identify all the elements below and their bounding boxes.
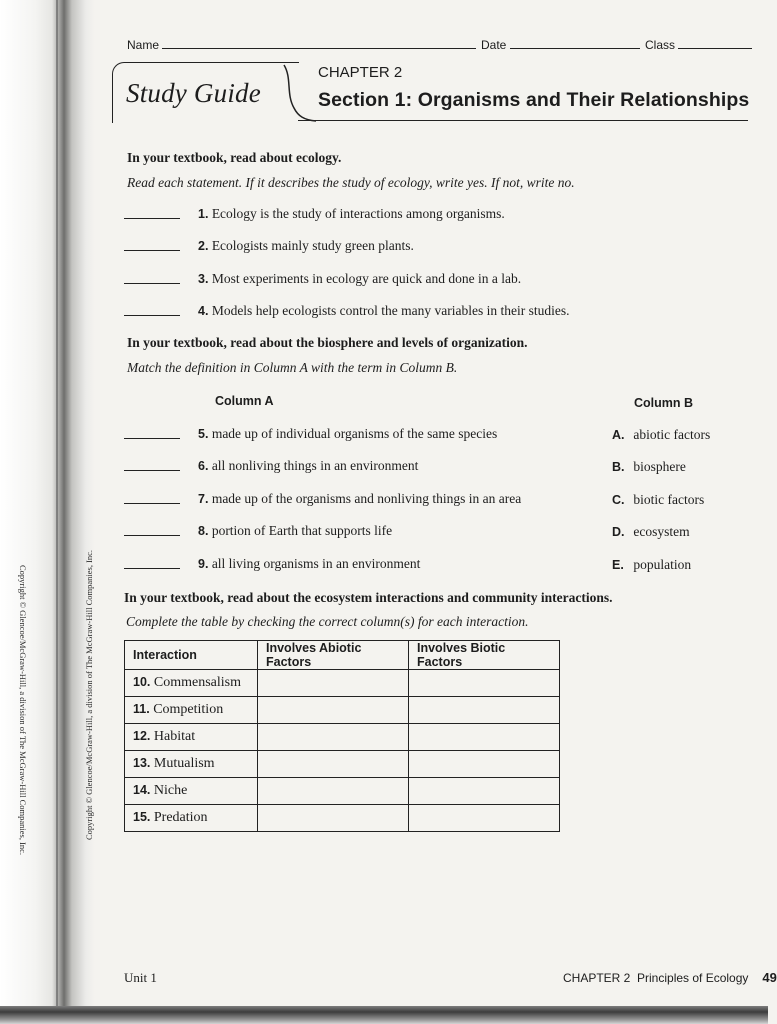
definition-text: all living organisms in an environment	[211, 556, 421, 571]
statement-text: Models help ecologists control the many variables in their studies.	[211, 303, 570, 318]
term-letter: D.	[612, 525, 625, 539]
statement-text: Ecology is the study of interactions among organisms.	[211, 206, 505, 221]
interaction-cell	[125, 724, 258, 751]
item-number: 6.	[198, 459, 209, 473]
abiotic-check-cell[interactable]	[258, 751, 409, 778]
interaction-name: Niche	[153, 783, 188, 798]
page-number: 49	[762, 970, 777, 985]
table-header-row	[125, 641, 560, 670]
part2-instruction: Match the definition in Column A with the term in Column B.	[127, 360, 458, 375]
biotic-check-cell[interactable]	[409, 697, 560, 724]
biotic-check-cell[interactable]	[409, 670, 560, 697]
term-text: population	[633, 557, 692, 572]
item-number: 8.	[198, 524, 209, 538]
statement-text: Ecologists mainly study green plants.	[211, 238, 414, 253]
interaction-name: Commensalism	[153, 675, 242, 690]
interaction-name: Predation	[153, 810, 208, 825]
abiotic-check-cell[interactable]	[258, 670, 409, 697]
abiotic-check-cell[interactable]	[258, 697, 409, 724]
term-text: abiotic factors	[633, 427, 711, 442]
table-row	[125, 778, 560, 805]
term-letter: C.	[612, 493, 625, 507]
chapter-label: CHAPTER 2	[318, 64, 403, 81]
row-number: 13.	[133, 756, 151, 770]
binding-line	[56, 0, 58, 1024]
section-title: Section 1: Organisms and Their Relationships	[318, 89, 750, 111]
part1-heading: In your textbook, read about ecology.	[127, 150, 342, 165]
biotic-check-cell[interactable]	[409, 805, 560, 832]
abiotic-check-cell[interactable]	[258, 805, 409, 832]
title-frame-curve	[276, 64, 316, 122]
table-row	[125, 697, 560, 724]
answer-blank-6[interactable]	[124, 470, 180, 471]
term-letter: B.	[612, 460, 625, 474]
item-number: 7.	[198, 492, 209, 506]
interaction-cell	[125, 751, 258, 778]
date-field	[481, 36, 640, 52]
answer-blank-1[interactable]	[124, 218, 180, 219]
answer-blank-9[interactable]	[124, 568, 180, 569]
class-line[interactable]	[678, 36, 752, 49]
abiotic-check-cell[interactable]	[258, 724, 409, 751]
header-biotic: Involves Biotic Factors	[409, 641, 560, 670]
row-number: 11.	[133, 702, 150, 716]
statement-3	[198, 271, 521, 287]
part2-heading: In your textbook, read about the biosphere and levels of organization.	[127, 335, 528, 350]
page-bottom-edge	[0, 1006, 768, 1024]
biotic-check-cell[interactable]	[409, 778, 560, 805]
term-text: biosphere	[633, 459, 686, 474]
interaction-name: Habitat	[153, 729, 196, 744]
copyright-right: Copyright © Glencoe/McGraw-Hill, a division of The McGraw-Hill Companies, Inc.	[84, 549, 94, 840]
answer-blank-7[interactable]	[124, 503, 180, 504]
header-interaction: Interaction	[125, 641, 258, 670]
interaction-cell	[125, 778, 258, 805]
part3-heading: In your textbook, read about the ecosystem interactions and community interactions.	[124, 590, 613, 605]
study-guide-title: Study Guide	[126, 78, 261, 108]
definition-9	[198, 556, 420, 572]
statement-2	[198, 238, 414, 254]
term-text: ecosystem	[633, 524, 690, 539]
definition-8	[198, 523, 392, 539]
term-letter: E.	[612, 558, 624, 572]
table-row	[125, 805, 560, 832]
definition-text: all nonliving things in an environment	[211, 458, 419, 473]
interaction-cell	[125, 697, 258, 724]
header-abiotic: Involves Abiotic Factors	[258, 641, 409, 670]
footer-chapter-ref: CHAPTER 2 Principles of Ecology	[563, 971, 749, 985]
page-binding	[0, 0, 95, 1024]
biotic-check-cell[interactable]	[409, 724, 560, 751]
term-d	[612, 524, 690, 540]
definition-text: made up of individual organisms of the same species	[211, 426, 498, 441]
footer-unit: Unit 1	[124, 970, 157, 985]
interaction-name: Competition	[153, 702, 224, 717]
title-rule	[298, 120, 748, 121]
term-c	[612, 492, 704, 508]
answer-blank-5[interactable]	[124, 438, 180, 439]
term-e	[612, 557, 691, 573]
definition-text: made up of the organisms and nonliving things in an area	[211, 491, 522, 506]
name-field	[127, 36, 476, 52]
statement-1	[198, 206, 505, 222]
row-number: 12.	[133, 729, 151, 743]
term-letter: A.	[612, 428, 625, 442]
statement-4	[198, 303, 570, 319]
answer-blank-8[interactable]	[124, 535, 180, 536]
item-number: 4.	[198, 304, 209, 318]
column-b-heading: Column B	[634, 396, 694, 410]
term-text: biotic factors	[633, 492, 705, 507]
class-field	[645, 36, 752, 52]
row-number: 10.	[133, 675, 151, 689]
part1-instruction: Read each statement. If it describes the study of ecology, write yes. If not, write no.	[127, 175, 575, 190]
table-row	[125, 670, 560, 697]
term-a	[612, 427, 710, 443]
definition-text: portion of Earth that supports life	[211, 523, 393, 538]
row-number: 15.	[133, 810, 151, 824]
item-number: 3.	[198, 272, 209, 286]
table-row	[125, 724, 560, 751]
part3-instruction: Complete the table by checking the correct column(s) for each interaction.	[126, 614, 529, 629]
name-label: Name	[127, 38, 160, 52]
name-line[interactable]	[162, 36, 476, 49]
item-number: 9.	[198, 557, 209, 571]
footer-chapter	[563, 970, 777, 985]
row-number: 14.	[133, 783, 151, 797]
abiotic-check-cell[interactable]	[258, 778, 409, 805]
interaction-cell	[125, 670, 258, 697]
item-number: 5.	[198, 427, 209, 441]
column-a-heading: Column A	[215, 394, 274, 408]
statement-text: Most experiments in ecology are quick and done in a lab.	[211, 271, 522, 286]
table-row	[125, 751, 560, 778]
date-line[interactable]	[510, 36, 640, 49]
definition-5	[198, 426, 497, 442]
interaction-table	[124, 640, 560, 832]
item-number: 2.	[198, 239, 209, 253]
item-number: 1.	[198, 207, 209, 221]
interaction-cell	[125, 805, 258, 832]
answer-blank-2[interactable]	[124, 250, 180, 251]
answer-blank-4[interactable]	[124, 315, 180, 316]
biotic-check-cell[interactable]	[409, 751, 560, 778]
definition-6	[198, 458, 418, 474]
answer-blank-3[interactable]	[124, 283, 180, 284]
date-label: Date	[481, 38, 507, 52]
copyright-left: Copyright © Glencoe/McGraw-Hill, a division of The McGraw-Hill Companies, Inc.	[18, 565, 28, 856]
definition-7	[198, 491, 521, 507]
interaction-name: Mutualism	[153, 756, 215, 771]
class-label: Class	[645, 38, 676, 52]
term-b	[612, 459, 686, 475]
